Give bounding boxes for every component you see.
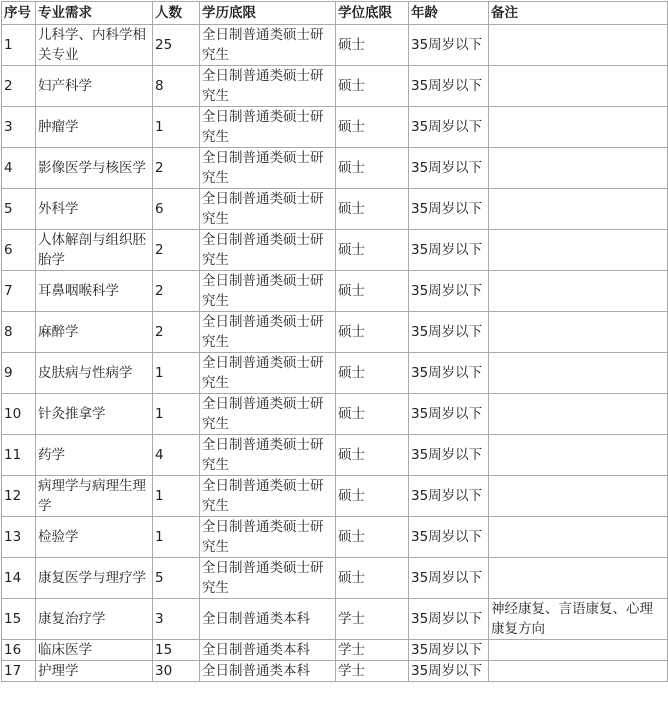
- cell-count: 4: [153, 435, 200, 476]
- cell-degree: 硕士: [336, 517, 409, 558]
- cell-degree: 硕士: [336, 476, 409, 517]
- cell-major: 检验学: [36, 517, 153, 558]
- cell-note: [489, 25, 668, 66]
- cell-education: 全日制普通类本科: [200, 661, 336, 682]
- cell-count: 1: [153, 107, 200, 148]
- cell-no: 4: [2, 148, 36, 189]
- table-row: [2, 312, 668, 353]
- cell-education: 全日制普通类本科: [200, 640, 336, 661]
- cell-age: 35周岁以下: [409, 353, 489, 394]
- cell-major: 外科学: [36, 189, 153, 230]
- header-row: [2, 2, 668, 25]
- cell-age: 35周岁以下: [409, 271, 489, 312]
- table-row: [2, 558, 668, 599]
- cell-age: 35周岁以下: [409, 476, 489, 517]
- cell-note: [489, 394, 668, 435]
- cell-major: 药学: [36, 435, 153, 476]
- cell-count: 2: [153, 230, 200, 271]
- cell-count: 2: [153, 148, 200, 189]
- cell-education: 全日制普通类硕士研究生: [200, 271, 336, 312]
- cell-education: 全日制普通类硕士研究生: [200, 230, 336, 271]
- cell-major: 针灸推拿学: [36, 394, 153, 435]
- cell-count: 6: [153, 189, 200, 230]
- cell-no: 17: [2, 661, 36, 682]
- cell-age: 35周岁以下: [409, 599, 489, 640]
- cell-major: 皮肤病与性病学: [36, 353, 153, 394]
- cell-education: 全日制普通类硕士研究生: [200, 476, 336, 517]
- cell-degree: 硕士: [336, 394, 409, 435]
- cell-age: 35周岁以下: [409, 107, 489, 148]
- cell-education: 全日制普通类硕士研究生: [200, 107, 336, 148]
- cell-major: 病理学与病理生理学: [36, 476, 153, 517]
- cell-no: 15: [2, 599, 36, 640]
- cell-major: 肿瘤学: [36, 107, 153, 148]
- cell-count: 2: [153, 312, 200, 353]
- cell-education: 全日制普通类硕士研究生: [200, 189, 336, 230]
- cell-degree: 硕士: [336, 107, 409, 148]
- header-age: 年龄: [409, 2, 489, 25]
- cell-major: 妇产科学: [36, 66, 153, 107]
- cell-age: 35周岁以下: [409, 661, 489, 682]
- cell-age: 35周岁以下: [409, 435, 489, 476]
- cell-degree: 学士: [336, 599, 409, 640]
- cell-no: 2: [2, 66, 36, 107]
- header-education: 学历底限: [200, 2, 336, 25]
- cell-no: 9: [2, 353, 36, 394]
- cell-no: 13: [2, 517, 36, 558]
- cell-note: [489, 435, 668, 476]
- cell-count: 1: [153, 476, 200, 517]
- cell-age: 35周岁以下: [409, 230, 489, 271]
- cell-degree: 硕士: [336, 435, 409, 476]
- cell-count: 25: [153, 25, 200, 66]
- cell-degree: 硕士: [336, 353, 409, 394]
- cell-major: 康复治疗学: [36, 599, 153, 640]
- cell-age: 35周岁以下: [409, 517, 489, 558]
- cell-note: [489, 148, 668, 189]
- cell-major: 耳鼻咽喉科学: [36, 271, 153, 312]
- cell-education: 全日制普通类硕士研究生: [200, 353, 336, 394]
- cell-count: 1: [153, 394, 200, 435]
- cell-education: 全日制普通类硕士研究生: [200, 435, 336, 476]
- cell-note: [489, 661, 668, 682]
- cell-note: [489, 66, 668, 107]
- cell-note: [489, 271, 668, 312]
- cell-no: 7: [2, 271, 36, 312]
- cell-note: [489, 353, 668, 394]
- table-row: [2, 353, 668, 394]
- cell-note: [489, 558, 668, 599]
- cell-no: 5: [2, 189, 36, 230]
- table-row: [2, 599, 668, 640]
- cell-note: [489, 312, 668, 353]
- header-note: 备注: [489, 2, 668, 25]
- cell-education: 全日制普通类硕士研究生: [200, 312, 336, 353]
- cell-age: 35周岁以下: [409, 640, 489, 661]
- header-count: 人数: [153, 2, 200, 25]
- cell-degree: 硕士: [336, 312, 409, 353]
- cell-major: 儿科学、内科学相关专业: [36, 25, 153, 66]
- cell-degree: 硕士: [336, 66, 409, 107]
- cell-education: 全日制普通类硕士研究生: [200, 517, 336, 558]
- cell-education: 全日制普通类硕士研究生: [200, 558, 336, 599]
- cell-no: 1: [2, 25, 36, 66]
- cell-major: 护理学: [36, 661, 153, 682]
- cell-age: 35周岁以下: [409, 312, 489, 353]
- table-row: [2, 271, 668, 312]
- cell-education: 全日制普通类硕士研究生: [200, 66, 336, 107]
- cell-count: 1: [153, 517, 200, 558]
- table-row: [2, 148, 668, 189]
- cell-education: 全日制普通类本科: [200, 599, 336, 640]
- cell-education: 全日制普通类硕士研究生: [200, 394, 336, 435]
- cell-count: 15: [153, 640, 200, 661]
- cell-count: 30: [153, 661, 200, 682]
- cell-major: 影像医学与核医学: [36, 148, 153, 189]
- cell-no: 10: [2, 394, 36, 435]
- cell-major: 麻醉学: [36, 312, 153, 353]
- cell-note: [489, 107, 668, 148]
- cell-count: 1: [153, 353, 200, 394]
- table-row: [2, 517, 668, 558]
- table-row: [2, 640, 668, 661]
- cell-note: 神经康复、言语康复、心理康复方向: [489, 599, 668, 640]
- cell-degree: 学士: [336, 661, 409, 682]
- cell-count: 8: [153, 66, 200, 107]
- table-row: [2, 435, 668, 476]
- cell-no: 3: [2, 107, 36, 148]
- cell-count: 2: [153, 271, 200, 312]
- recruitment-table: [1, 1, 668, 682]
- cell-note: [489, 230, 668, 271]
- cell-degree: 硕士: [336, 148, 409, 189]
- cell-no: 16: [2, 640, 36, 661]
- cell-major: 临床医学: [36, 640, 153, 661]
- header-major: 专业需求: [36, 2, 153, 25]
- cell-education: 全日制普通类硕士研究生: [200, 25, 336, 66]
- cell-no: 8: [2, 312, 36, 353]
- cell-degree: 硕士: [336, 230, 409, 271]
- cell-note: [489, 640, 668, 661]
- cell-no: 14: [2, 558, 36, 599]
- table-row: [2, 25, 668, 66]
- cell-age: 35周岁以下: [409, 189, 489, 230]
- cell-no: 12: [2, 476, 36, 517]
- table-row: [2, 66, 668, 107]
- header-no: 序号: [2, 2, 36, 25]
- cell-no: 11: [2, 435, 36, 476]
- table-row: [2, 189, 668, 230]
- cell-note: [489, 476, 668, 517]
- cell-age: 35周岁以下: [409, 558, 489, 599]
- cell-degree: 硕士: [336, 558, 409, 599]
- cell-degree: 硕士: [336, 189, 409, 230]
- cell-no: 6: [2, 230, 36, 271]
- cell-degree: 硕士: [336, 271, 409, 312]
- cell-count: 5: [153, 558, 200, 599]
- cell-note: [489, 517, 668, 558]
- cell-major: 人体解剖与组织胚胎学: [36, 230, 153, 271]
- cell-note: [489, 189, 668, 230]
- cell-degree: 硕士: [336, 25, 409, 66]
- header-degree: 学位底限: [336, 2, 409, 25]
- cell-count: 3: [153, 599, 200, 640]
- table-row: [2, 476, 668, 517]
- cell-degree: 学士: [336, 640, 409, 661]
- table-row: [2, 394, 668, 435]
- cell-major: 康复医学与理疗学: [36, 558, 153, 599]
- cell-age: 35周岁以下: [409, 148, 489, 189]
- cell-age: 35周岁以下: [409, 394, 489, 435]
- cell-age: 35周岁以下: [409, 66, 489, 107]
- table-row: [2, 107, 668, 148]
- table-row: [2, 230, 668, 271]
- cell-age: 35周岁以下: [409, 25, 489, 66]
- table-row: [2, 661, 668, 682]
- cell-education: 全日制普通类硕士研究生: [200, 148, 336, 189]
